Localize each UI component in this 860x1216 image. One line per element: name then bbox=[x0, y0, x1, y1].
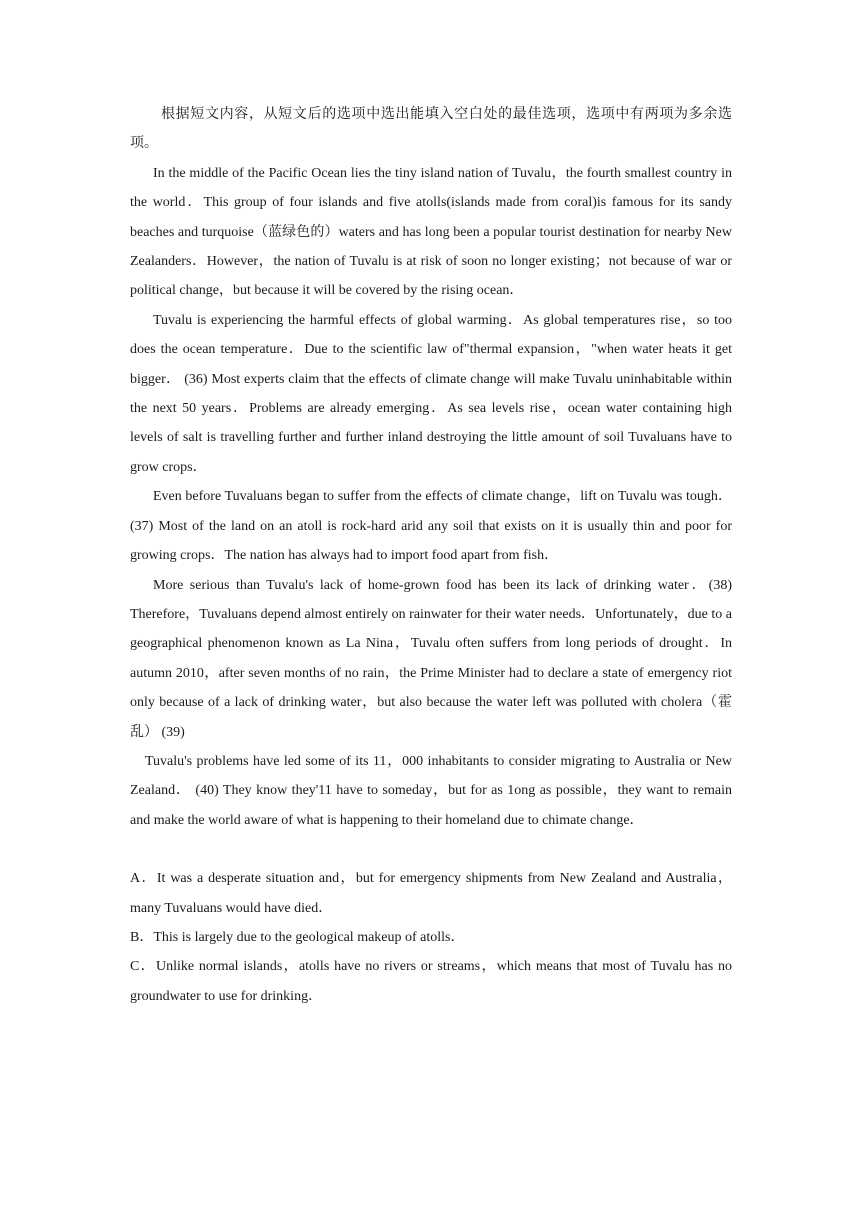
paragraph-5: Tuvalu's problems have led some of its 11，000 inhabitants to consider migrating to Australia or New Zealand． (40) They know they'11 have to someday，but for as 1ong as possible，they want to remain and make the world aware of what is happening to their homeland due to chimate change． bbox=[130, 753, 732, 828]
option-a: A．It was a desperate situation and，but for emergency shipments from New Zealand and Australia，many Tuvaluans would have died． bbox=[130, 871, 732, 916]
document-page bbox=[130, 100, 732, 1011]
paragraph-3: Even before Tuvaluans began to suffer from the effects of climate change，lift on Tuvalu was tough． (37) Most of the land on an atoll is rock-hard arid any soil that exists on it is usually thin and poor for growing crops．The nation has always had to import food apart from fish． bbox=[130, 489, 732, 564]
instruction-text: 根据短文内容，从短文后的选项中选出能填入空白处的最佳选项，选项中有两项为多余选项。 bbox=[130, 107, 732, 152]
options-list bbox=[130, 864, 732, 1011]
paragraph-4: More serious than Tuvalu's lack of home-grown food has been its lack of drinking water．(38) Therefore，Tuvaluans depend almost entirely on rainwater for their water needs．Unfortunately，due to a geographical phenomenon known as La Nina，Tuvalu often suffers from long periods of drought．In autumn 2010，after seven months of no rain，the Prime Minister had to declare a state of emergency riot only because of a lack of drinking water，but also because the water left was polluted with cholera（霍乱） (39) bbox=[130, 577, 732, 740]
section-gap bbox=[130, 835, 732, 864]
option-c: C．Unlike normal islands，atolls have no rivers or streams，which means that most of Tuvalu has no groundwater to use for drinking． bbox=[130, 959, 732, 1004]
option-b: B．This is largely due to the geological makeup of atolls． bbox=[130, 929, 465, 945]
paragraph-1: In the middle of the Pacific Ocean lies the tiny island nation of Tuvalu，the fourth smallest country in the world．This group of four islands and five atolls(islands made from coral)is famous for its sandy beaches and turquoise（蓝绿色的）waters and has long been a popular tourist destination for nearby New Zealanders．However，the nation of Tuvalu is at risk of soon no longer existing；not because of war or political change，but because it will be covered by the rising ocean． bbox=[130, 165, 732, 299]
paragraph-2: Tuvalu is experiencing the harmful effects of global warming．As global temperatures rise，so too does the ocean temperature．Due to the scientific law of"thermal expansion，"when water heats it get bigger． (36) Most experts claim that the effects of climate change will make Tuvalu uninhabitable within the next 50 years．Problems are already emerging．As sea levels rise，ocean water containing high levels of salt is travelling further and further inland destroying the little amount of soil Tuvaluans have to grow crops． bbox=[130, 312, 732, 475]
